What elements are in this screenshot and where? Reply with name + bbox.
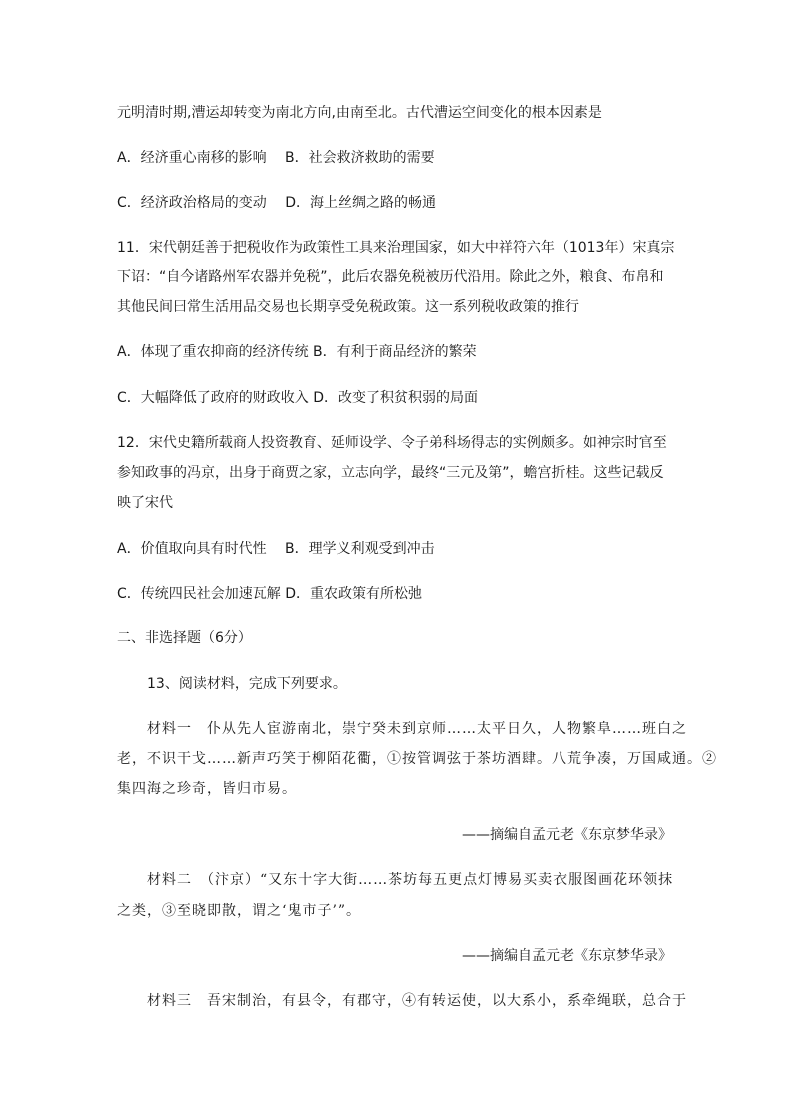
material-1-line-2: 老，不识干戈……新声巧笑于柳陌花衢，①按管调弦于茶坊酒肆。八荒争凑，万国咸通。② — [117, 751, 717, 767]
section-heading: 二、非选择题（6分） — [117, 630, 252, 646]
material-3-line-1: 材料三 吾宋制治，有县令，有郡守，④有转运使，以大系小，系牵绳联，总合于 — [147, 993, 687, 1009]
question-12-line-1: 12．宋代史籍所载商人投资教育、延师设学、令子弟科场得志的实例颇多。如神宗时官至 — [117, 435, 667, 451]
question-10-options-ab: A．经济重心南移的影响 B．社会救济救助的需要 — [117, 150, 435, 166]
material-2-line-1: 材料二 （汴京）“又东十字大街……茶坊每五更点灯博易买卖衣服图画花环领抹 — [147, 872, 674, 888]
question-13-prompt: 13、阅读材料，完成下列要求。 — [147, 676, 347, 692]
question-12-line-3: 映了宋代 — [117, 495, 173, 511]
material-1-source: ——摘编自孟元老《东京梦华录》 — [462, 827, 672, 843]
question-11-options-ab: A．体现了重农抑商的经济传统 B．有利于商品经济的繁荣 — [117, 344, 477, 360]
material-1-line-1: 材料一 仆从先人宦游南北，崇宁癸未到京师……太平日久，人物繁阜……班白之 — [147, 721, 687, 737]
material-2-source: ——摘编自孟元老《东京梦华录》 — [462, 948, 672, 964]
question-10-options-cd: C．经济政治格局的变动 D．海上丝绸之路的畅通 — [117, 195, 437, 211]
question-11-line-3: 其他民间曰常生活用品交易也长期享受免税政策。这一系列税收政策的推行 — [117, 299, 579, 315]
question-11-options-cd: C．大幅降低了政府的财政收入 D．改变了积贫积弱的局面 — [117, 390, 479, 406]
question-12-options-cd: C．传统四民社会加速瓦解 D．重农政策有所松弛 — [117, 586, 423, 602]
question-10-stem-end: 元明清时期,漕运却转变为南北方向,由南至北。古代漕运空间变化的根本因素是 — [117, 105, 602, 121]
material-2-line-2: 之类，③至晓即散，谓之‘鬼市子’”。 — [117, 903, 362, 919]
question-11-line-1: 11．宋代朝廷善于把税收作为政策性工具来治理国家，如大中祥符六年（1013年）宋真宗 — [117, 240, 675, 256]
question-12-line-2: 参知政事的冯京，出身于商贾之家，立志向学，最终“三元及第”，蟾宫折桂。这些记载反 — [117, 465, 664, 481]
material-1-line-3: 集四海之珍奇，皆归市易。 — [117, 781, 297, 797]
question-12-options-ab: A．价值取向具有时代性 B．理学义利观受到冲击 — [117, 541, 435, 557]
question-11-line-2: 下诏：“自今诸路州军农器并免税”，此后农器免税被历代沿用。除此之外，粮食、布帛和 — [117, 269, 664, 285]
